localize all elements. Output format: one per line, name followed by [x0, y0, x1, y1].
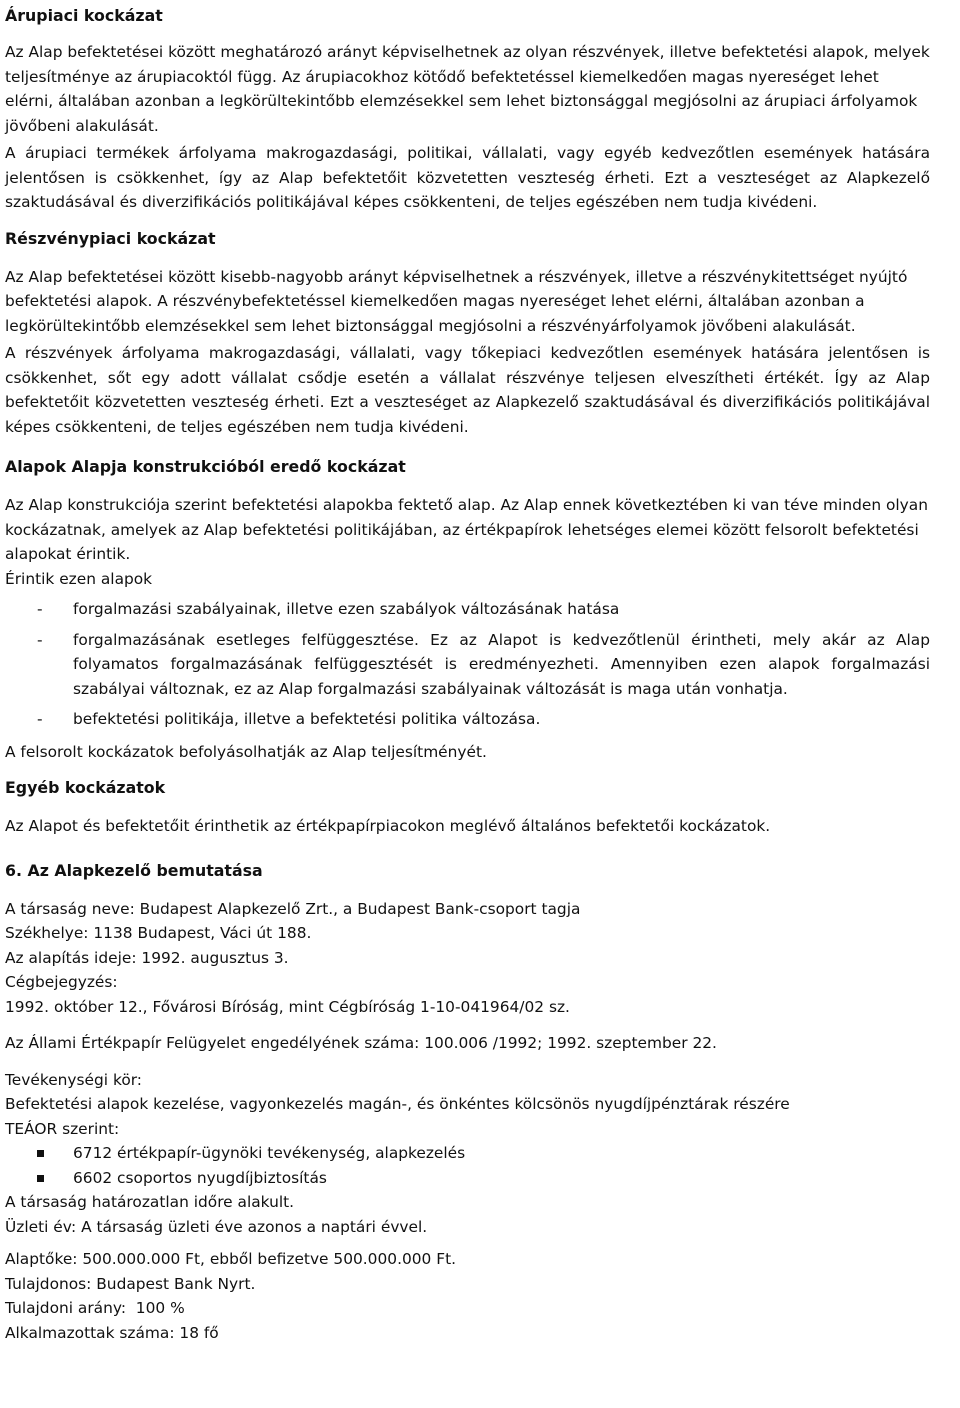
fiscal-year-line: Üzleti év: A társaság üzleti éve azonos a naptári évvel.: [5, 1217, 428, 1236]
duration-line: A társaság határozatlan időre alakult.: [5, 1193, 295, 1211]
teaor-list: [5, 1141, 930, 1190]
company-founded-line: Az alapítás ideje: 1992. augusztus 3.: [5, 948, 289, 967]
square-bullet-icon: [37, 1175, 44, 1182]
list-item: - forgalmazásának esetleges felfüggesztése. Ez az Alapot is kedvezőtlenül érintheti, mely akár az Alap folyamatos forgalmazásának felfüggesztését is eredményezheti. Amennyiben ezen alapok forgalmazási szabályai változnak, ez az Alap forgalmazási szabályainak változását is maga után vonhatja.: [5, 628, 930, 702]
dash-bullet: -: [37, 710, 43, 728]
paragraph-equity-2: A részvények árfolyama makrogazdasági, vállalati, vagy tőkepiaci kedvezőtlen események hatására jelentősen is csökkenhet, sőt egy adott vállalat csődje esetén a vállalat részvénye teljesen elveszítheti értékét. Így az Alap befektetőit közvetetten veszteség érheti. Ezt a veszteséget az Alapkezelő szaktudásával és diverzifikációs politikájával képes csökkenteni, de teljes egészében nem tudja kivédeni.: [5, 344, 930, 436]
section-title-fund-of-funds-risk: Alapok Alapja konstrukcióból eredő kockázat: [5, 457, 406, 476]
paragraph-other-risks: Az Alapot és befektetőit érinthetik az értékpapírpiacokon meglévő általános befektetői kockázatok.: [5, 817, 771, 835]
company-registration-line: 1992. október 12., Fővárosi Bíróság, mint Cégbíróság 1-10-041964/02 sz.: [5, 997, 570, 1016]
dash-bullet: -: [37, 630, 43, 649]
company-seat-line: Székhelye: 1138 Budapest, Váci út 188.: [5, 924, 312, 942]
company-registration-label: Cégbejegyzés:: [5, 973, 118, 991]
paragraph-fof-intro: Érintik ezen alapok: [5, 569, 153, 588]
section-title-fund-manager: 6. Az Alapkezelő bemutatása: [5, 860, 263, 880]
paragraph-equity-1: Az Alap befektetései között kisebb-nagyobb arányt képviselhetnek a részvények, illetve a részvénykitettséget nyújtó befektetési alapok. A részvénybefektetéssel kiemelkedően magas nyereséget lehet elérni, általában azonban a legkörültekintőbb elemzésekkel sem lehet biztonsággal megjósolni a részvényárfolyamok jövőbeni alakulását.: [5, 267, 908, 335]
square-bullet-icon: [37, 1150, 44, 1157]
company-details-block: [5, 897, 930, 1020]
ownership-share-line: Tulajdoni arány: 100 %: [5, 1299, 185, 1317]
list-item: 6712 értékpapír-ügynöki tevékenység, alapkezelés: [5, 1141, 930, 1166]
license-line: Az Állami Értékpapír Felügyelet engedélyének száma: 100.006 /1992; 1992. szeptember 22.: [5, 1034, 717, 1052]
activity-line: Befektetési alapok kezelése, vagyonkezelés magán-, és önkéntes kölcsönös nyugdíjpénztárak részére: [5, 1095, 790, 1113]
dash-bullet: -: [37, 600, 43, 618]
section-title-other-risks: Egyéb kockázatok: [5, 778, 166, 797]
list-item: 6602 csoportos nyugdíjbiztosítás: [5, 1166, 930, 1191]
list-item: - befektetési politikája, illetve a befektetési politika változása.: [5, 707, 930, 732]
section-title-commodity-risk: Árupiaci kockázat: [5, 6, 163, 25]
activity-label: Tevékenységi kör:: [5, 1070, 142, 1089]
employees-line: Alkalmazottak száma: 18 fő: [5, 1323, 219, 1342]
capital-line: Alaptőke: 500.000.000 Ft, ebből befizetve 500.000.000 Ft.: [5, 1250, 457, 1268]
paragraph-commodity-1: Az Alap befektetései között meghatározó arányt képviselhetnek az olyan részvények, illetve befektetési alapok, melyek teljesítménye az árupiacoktól függ. Az árupiacokhoz kötődő befektetéssel kiemelkedően magas nyereséget lehet elérni, általában azonban a legkörültekintőbb elemzésekkel sem lehet biztonsággal megjósolni az árupiaci árfolyamok jövőbeni alakulását.: [5, 43, 930, 135]
owner-line: Tulajdonos: Budapest Bank Nyrt.: [5, 1274, 256, 1293]
document-page: [0, 4, 940, 1345]
list-item: - forgalmazási szabályainak, illetve ezen szabályok változásának hatása: [5, 597, 930, 622]
paragraph-commodity-2: A árupiaci termékek árfolyama makrogazdasági, politikai, vállalati, vagy egyéb kedvezőtlen események hatására jelentősen is csökkenhet, így az Alap befektetőit közvetetten veszteség érheti. Ezt a veszteséget az Alapkezelő szaktudásával és diverzifikációs politikájával képes csökkenteni, de teljes egészében nem tudja kivédeni.: [5, 144, 930, 211]
paragraph-fof-closing: A felsorolt kockázatok befolyásolhatják az Alap teljesítményét.: [5, 742, 487, 761]
teaor-label: TEÁOR szerint:: [5, 1119, 120, 1138]
capital-block: [5, 1247, 930, 1345]
section-title-equity-risk: Részvénypiaci kockázat: [5, 228, 216, 248]
company-name-line: A társaság neve: Budapest Alapkezelő Zrt., a Budapest Bank-csoport tagja: [5, 899, 581, 918]
paragraph-fof-1: Az Alap konstrukciója szerint befektetési alapokba fektető alap. Az Alap ennek következtében ki van téve minden olyan kockázatnak, amelyek az Alap befektetési politikájában, az értékpapírok lehetséges elemei között felsorolt befektetési alapokat érintik.: [5, 496, 928, 563]
fof-affected-list: [5, 597, 930, 732]
